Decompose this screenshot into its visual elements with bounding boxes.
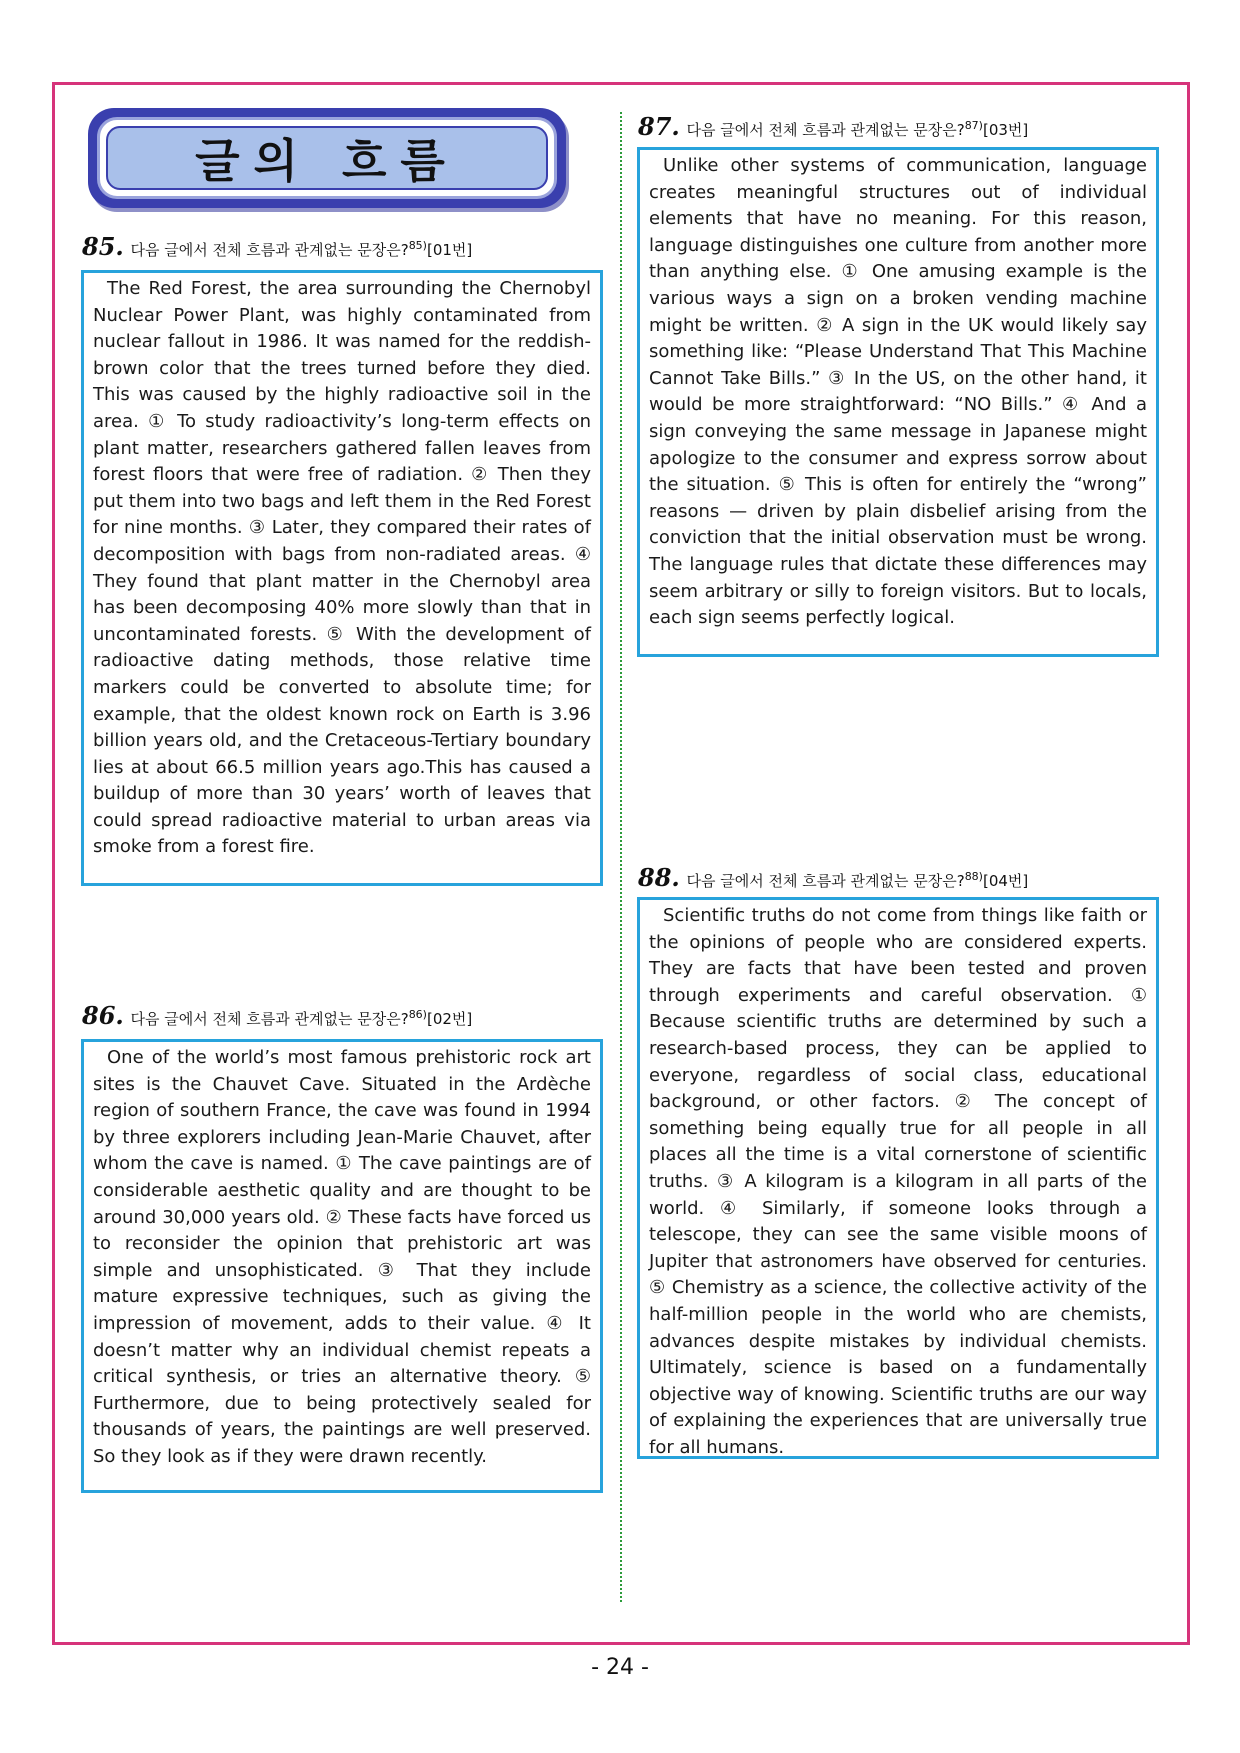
question-number: 86.	[82, 1001, 124, 1030]
question-source: [02번]	[426, 1010, 473, 1028]
question-88-passage-box	[637, 897, 1159, 1459]
question-number: 85.	[82, 232, 124, 261]
question-prompt: 다음 글에서 전체 흐름과 관계없는 문장은?	[130, 241, 409, 259]
passage-text: Unlike other systems of communication, language creates meaningful structures out of individual elements that have no meaning. For this reason, language distinguishes one culture from another more than anything else. ① One amusing example is the various ways a sign on a broken vending machine might be written. ② A sign in the UK would likely say something like: “Please Understand That This Machine Cannot Take Bills.” ③ In the US, on the other hand, it would be more straightforward: “NO Bills.” ④ And a sign conveying the same message in Japanese might apologize to the consumer and express sorrow about the situation. ⑤ This is often for entirely the “wrong” reasons — driven by plain disbelief arising from the conviction that the initial observation must be wrong. The language rules that dictate these differences may seem arbitrary or silly to foreign visitors. But to locals, each sign seems perfectly logical.	[649, 155, 1147, 629]
footnote-ref: 85)	[408, 239, 427, 252]
question-number: 88.	[638, 863, 680, 892]
footnote-ref: 86)	[408, 1008, 427, 1021]
page-number: - 24 -	[591, 1655, 649, 1680]
question-prompt: 다음 글에서 전체 흐름과 관계없는 문장은?	[686, 872, 965, 890]
question-prompt: 다음 글에서 전체 흐름과 관계없는 문장은?	[686, 121, 965, 139]
section-title-badge	[88, 108, 566, 208]
question-source: [03번]	[982, 121, 1029, 139]
section-title: 글의 흐름	[195, 134, 459, 188]
footnote-ref: 87)	[964, 119, 983, 132]
question-85-header	[82, 232, 472, 261]
question-prompt: 다음 글에서 전체 흐름과 관계없는 문장은?	[130, 1010, 409, 1028]
question-source: [04번]	[982, 872, 1029, 890]
question-number: 87.	[638, 112, 680, 141]
question-86-passage-box	[81, 1039, 603, 1493]
question-88-header	[638, 863, 1028, 892]
passage-text: One of the world’s most famous prehistoric rock art sites is the Chauvet Cave. Situated in the Ardèche region of southern France, the cave was found in 1994 by three explorers including Jean-Marie Chauvet, after whom the cave is named. ① The cave paintings are of considerable aesthetic quality and are thought to be around 30,000 years old. ② These facts have forced us to reconsider the opinion that prehistoric art was simple and unsophisticated. ③ That they include mature expressive techniques, such as giving the impression of movement, adds to their value. ④ It doesn’t matter why an individual chemist repeats a critical synthesis, or tries an alternative theory. ⑤ Furthermore, due to being protectively sealed for thousands of years, the paintings are well preserved. So they look as if they were drawn recently.	[93, 1047, 591, 1467]
section-title-ring	[97, 117, 557, 199]
question-86-header	[82, 1001, 472, 1030]
passage-text: The Red Forest, the area surrounding the Chernobyl Nuclear Power Plant, was highly contaminated from nuclear fallout in 1986. It was named for the reddish-brown color that the trees turned before they died. This was caused by the highly radioactive soil in the area. ① To study radioactivity’s long-term effects on plant matter, researchers gathered fallen leaves from forest floors that were free of radiation. ② Then they put them into two bags and left them in the Red Forest for nine months. ③ Later, they compared their rates of decomposition with bags from non-radiated areas. ④ They found that plant matter in the Chernobyl area has been decomposing 40% more slowly than that in uncontaminated forests. ⑤ With the development of radioactive dating methods, those relative time markers could be converted to absolute time; for example, that the oldest known rock on Earth is 3.96 billion years old, and the Cretaceous-Tertiary boundary lies at about 66.5 million years ago.This has caused a buildup of more than 30 years’ worth of leaves that could spread radioactive material to urban areas via smoke from a forest fire.	[93, 278, 591, 858]
question-87-header	[638, 112, 1028, 141]
question-87-passage-box	[637, 147, 1159, 657]
footnote-ref: 88)	[964, 870, 983, 883]
question-source: [01번]	[426, 241, 473, 259]
question-85-passage-box	[81, 270, 603, 886]
column-divider	[620, 112, 622, 1602]
section-title-panel	[106, 126, 548, 190]
passage-text: Scientific truths do not come from things like faith or the opinions of people who are considered experts. They are facts that have been tested and proven through experiments and careful observation. ① Because scientific truths are determined by such a research-based process, they can be applied to everyone, regardless of social class, educational background, or other factors. ② The concept of something being equally true for all people in all places all the time is a vital cornerstone of scientific truths. ③ A kilogram is a kilogram in all parts of the world. ④ Similarly, if someone looks through a telescope, they can see the same visible moons of Jupiter that astronomers have observed for centuries. ⑤ Chemistry as a science, the collective activity of the half-million people in the world who are chemists, advances despite mistakes by individual chemists. Ultimately, science is based on a fundamentally objective way of knowing. Scientific truths are our way of explaining the experiences that are universally true for all humans.	[649, 905, 1147, 1458]
